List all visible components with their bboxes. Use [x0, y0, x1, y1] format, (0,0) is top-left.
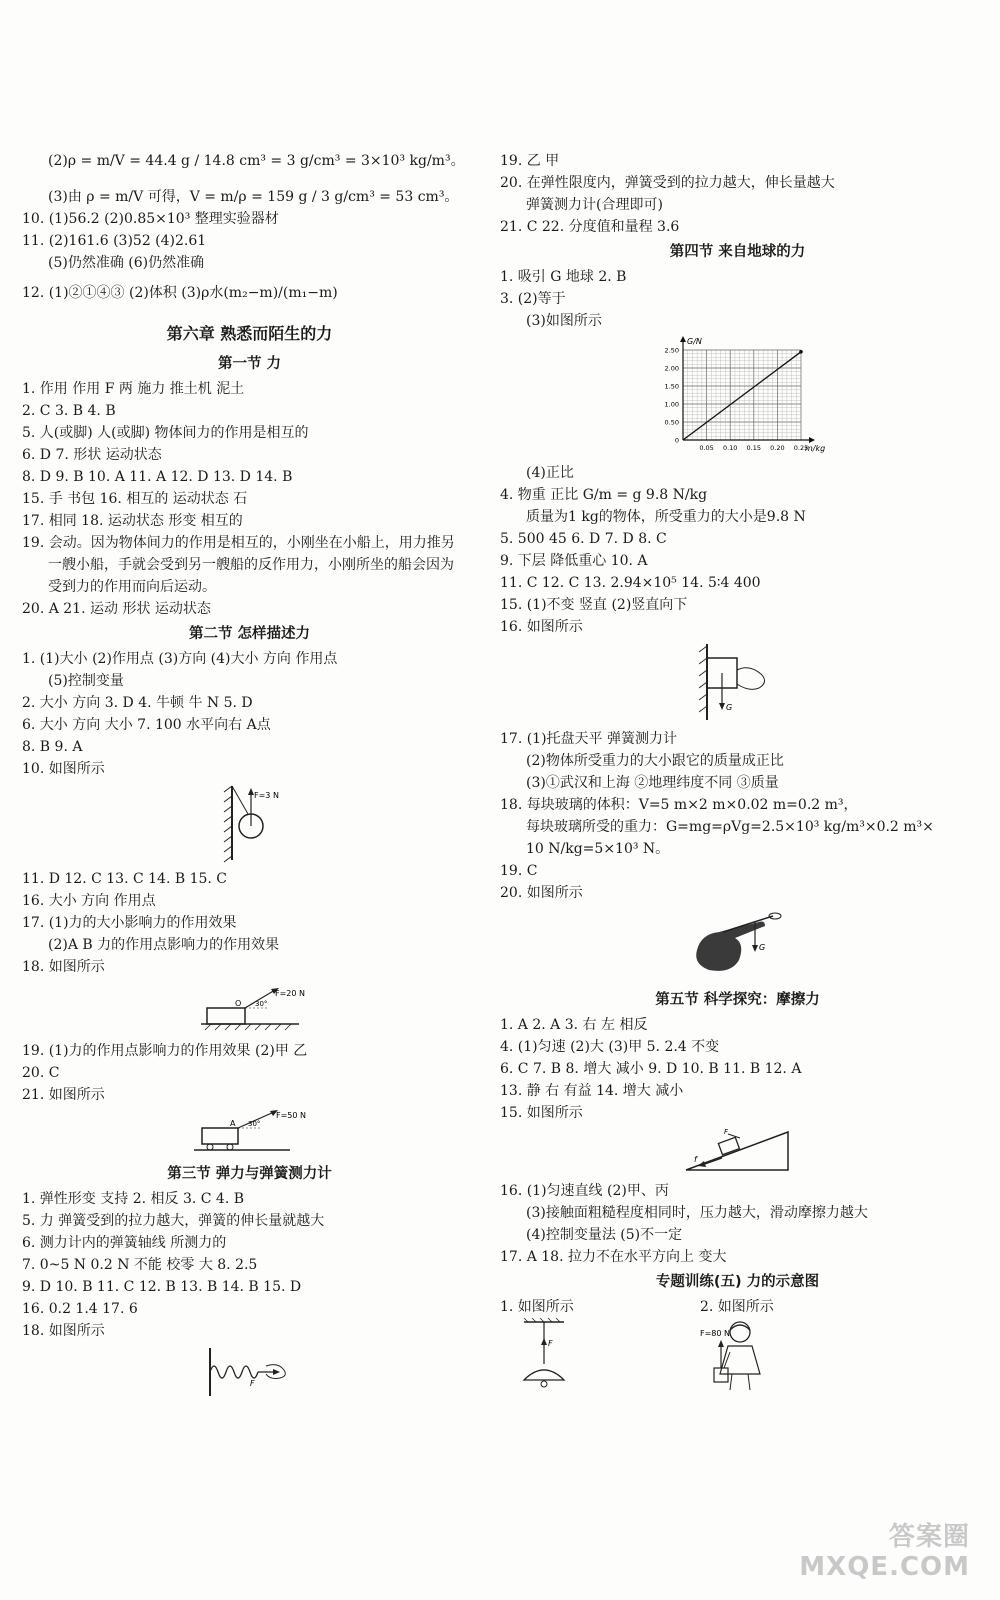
chart-series: [683, 350, 803, 440]
answer-line: 20. C: [22, 1065, 60, 1081]
answer-line: 11. D 12. C 13. C 14. B 15. C: [22, 871, 228, 887]
answer-line: 质量为1 kg的物体，所受重力的大小是9.8 N: [526, 509, 806, 525]
y-tick-label: 0: [674, 436, 679, 445]
force-label: F: [548, 1339, 553, 1348]
block-force-figure: [195, 980, 305, 1036]
chapter-title: 第六章 熟悉而陌生的力: [166, 324, 333, 343]
answer-line: 10. (1)56.2 (2)0.85×10³ 整理实验器材: [22, 211, 279, 227]
block-on-wall-figure: [693, 640, 783, 724]
friction-label: f: [693, 1155, 697, 1164]
data-point: [799, 350, 803, 354]
force-label: F=20 N: [274, 989, 305, 998]
angle-label: 30°: [247, 1120, 260, 1128]
density-line-2: (2)ρ = m/V = 44.4 g / 14.8 cm³ = 3 g/cm³ = 3×10³ kg/m³。: [48, 153, 465, 169]
answer-line: 4. 物重 正比 G/m = g 9.8 N/kg: [500, 487, 708, 503]
left-column: [22, 150, 477, 1404]
answer-line: 20. A 21. 运动 形状 运动状态: [22, 601, 211, 617]
chart-y-label: G/N: [686, 337, 702, 346]
answer-line: 9. D 10. B 11. C 12. B 13. B 14. B 15. D: [22, 1279, 302, 1295]
answer-line: 16. 大小 方向 作用点: [22, 893, 156, 909]
answer-line: 1. 作用 作用 F 两 施力 推土机 泥土: [22, 381, 245, 397]
answer-line: 20. 如图所示: [500, 885, 583, 901]
answer-line: 1. 如图所示: [500, 1299, 574, 1315]
cart-force-figure: [190, 1108, 310, 1156]
point-label: O: [234, 999, 241, 1008]
answer-line: (2)A B 力的作用点影响力的作用效果: [48, 937, 280, 953]
answer-line: 受到力的作用而向后运动。: [48, 579, 216, 595]
x-tick-label: 0.20: [769, 444, 785, 452]
answer-line: 8. D 9. B 10. A 11. A 12. D 13. D 14. B: [22, 469, 293, 485]
answer-line: 16. 如图所示: [500, 619, 583, 635]
answer-line: 5. 力 弹簧受到的拉力越大，弹簧的伸长量就越大: [22, 1213, 325, 1229]
point-label: A: [229, 1119, 235, 1128]
answer-line: 17. (1)力的大小影响力的作用效果: [22, 915, 237, 931]
answer-line: 5. 500 45 6. D 7. D 8. C: [500, 531, 667, 547]
angle-label: 30°: [254, 1000, 267, 1008]
answer-line: 弹簧测力计(合理即可): [526, 197, 663, 213]
answer-line: 19. C: [500, 863, 538, 879]
answer-line: 5. 人(或脚) 人(或脚) 物体间力的作用是相互的: [22, 425, 309, 441]
answer-line: 10 N/kg=5×10³ N。: [526, 841, 670, 857]
answer-line: 1. A 2. A 3. 右 左 相反: [500, 1017, 648, 1033]
answer-line: (4)控制变量法 (5)不一定: [526, 1227, 683, 1243]
section-title-4: 第四节 来自地球的力: [669, 244, 806, 260]
answer-line: (4)正比: [526, 465, 574, 481]
answer-line: 10. 如图所示: [22, 761, 105, 777]
density-solution: [22, 150, 477, 208]
section-1-answers: [22, 378, 477, 620]
answer-line: 3. (2)等于: [500, 291, 566, 307]
answer-line: 6. C 7. B 8. 增大 减小 9. D 10. B 11. B 12. A: [500, 1061, 802, 1077]
gravity-mass-chart: [643, 334, 833, 458]
x-tick-label: 0.15: [746, 444, 761, 452]
answer-line: 15. 如图所示: [500, 1105, 583, 1121]
answer-line: (2)物体所受重力的大小跟它的质量成正比: [526, 753, 784, 769]
y-tick-label: 1.50: [664, 382, 679, 391]
answer-line: 6. 大小 方向 大小 7. 100 水平向右 A点: [22, 717, 271, 733]
y-tick-label: 2.50: [664, 346, 679, 355]
answer-line: 1. 吸引 G 地球 2. B: [500, 269, 627, 285]
force-label: F=80 N: [700, 1329, 731, 1338]
push-label: F: [723, 1128, 728, 1136]
answer-line: (3)接触面粗糙程度相同时，压力越大，滑动摩擦力越大: [526, 1205, 868, 1221]
answer-line: 21. 如图所示: [22, 1087, 105, 1103]
answer-line: 18. 每块玻璃的体积：V=5 m×2 m×0.02 m=0.2 m³，: [500, 797, 858, 813]
answer-line: (3)如图所示: [526, 313, 602, 329]
y-tick-label: 2.00: [664, 364, 679, 373]
answer-line: 6. D 7. 形状 运动状态: [22, 447, 162, 463]
answer-line: 2. C 3. B 4. B: [22, 403, 116, 419]
x-tick-label: 0.05: [698, 444, 714, 452]
answer-line: 2. 大小 方向 3. D 4. 牛顿 牛 N 5. D: [22, 695, 253, 711]
answer-line: 一艘小船，手就会受到另一艘船的反作用力，小刚所坐的船会因为: [48, 557, 454, 573]
series-line: [683, 352, 801, 440]
answer-line: 17. (1)托盘天平 弹簧测力计: [500, 731, 677, 747]
answer-line: 11. (2)161.6 (3)52 (4)2.61: [22, 233, 207, 249]
answer-line: 11. C 12. C 13. 2.94×10⁵ 14. 5∶4 400: [500, 575, 761, 591]
answer-line: 2. 如图所示: [700, 1299, 774, 1315]
section-title-2: 第二节 怎样描述力: [188, 626, 311, 642]
section-title-3: 第三节 弹力与弹簧测力计: [167, 1166, 332, 1182]
answer-line: (3)①武汉和上海 ②地理纬度不同 ③质量: [526, 775, 779, 791]
answer-line: 1. (1)大小 (2)作用点 (3)方向 (4)大小 方向 作用点: [22, 651, 338, 667]
answer-line: 13. 静 右 有益 14. 增大 减小: [500, 1083, 684, 1099]
answer-line: (5)控制变量: [48, 673, 124, 689]
chart-x-label: m/kg: [804, 444, 825, 453]
hand-spoon-figure: [683, 906, 793, 982]
answer-line: 18. 如图所示: [22, 1323, 105, 1339]
watermark: [799, 1522, 970, 1582]
answer-line: 15. 手 书包 16. 相互的 运动状态 石: [22, 491, 248, 507]
answer-line: 9. 下层 降低重心 10. A: [500, 553, 648, 569]
y-tick-label: 0.50: [664, 418, 679, 427]
answer-line: 1. 弹性形变 支持 2. 相反 3. C 4. B: [22, 1191, 245, 1207]
answer-line: 7. 0~5 N 0.2 N 不能 校零 大 8. 2.5: [22, 1257, 258, 1273]
spring-pull-figure: [200, 1344, 300, 1400]
hanging-lamp-figure: [510, 1318, 580, 1394]
y-tick-label: 1.00: [664, 400, 679, 409]
section-title-1: 第一节 力: [217, 356, 282, 372]
answer-line: 17. 相同 18. 运动状态 形变 相互的: [22, 513, 243, 529]
x-tick-label: 0.10: [722, 444, 737, 452]
force-label: F=3 N: [253, 791, 279, 800]
answer-line: 18. 如图所示: [22, 959, 105, 975]
incline-block-figure: [678, 1126, 798, 1176]
watermark-logo-text: 答案圈: [888, 1522, 970, 1552]
answer-line: (5)仍然准确 (6)仍然准确: [48, 255, 205, 271]
answer-line: 8. B 9. A: [22, 739, 83, 755]
right-column: [500, 150, 975, 1396]
watermark-url: MXQE.COM: [799, 1552, 970, 1582]
density-line-3: (3)由 ρ = m/V 可得，V = m/ρ = 159 g / 3 g/cm³ = 53 cm³。: [48, 189, 459, 205]
answer-line: 17. A 18. 拉力不在水平方向上 变大: [500, 1249, 727, 1265]
girl-bucket-figure: [700, 1318, 790, 1394]
special-training-title: 专题训练(五) 力的示意图: [655, 1274, 820, 1290]
answer-line: 20. 在弹性限度内，弹簧受到的拉力越大，伸长量越大: [500, 175, 835, 191]
answer-line: 16. 0.2 1.4 17. 6: [22, 1301, 138, 1317]
answer-line: 19. 会动。因为物体间力的作用是相互的，小刚坐在小船上，用力推另: [22, 535, 455, 551]
answer-line: 16. (1)匀速直线 (2)甲、丙: [500, 1183, 669, 1199]
hanging-ball-figure: [220, 782, 280, 864]
special-training-figures: [500, 1296, 975, 1396]
section-title-5: 第五节 科学探究：摩擦力: [655, 992, 820, 1008]
answer-line: 19. (1)力的作用点影响力的作用效果 (2)甲 乙: [22, 1043, 308, 1059]
x-axis-arrow: [809, 437, 815, 443]
answer-line: 19. 乙 甲: [500, 153, 560, 169]
force-label: F: [249, 1379, 255, 1388]
answer-line: 21. C 22. 分度值和量程 3.6: [500, 219, 680, 235]
answer-line: 4. (1)匀速 (2)大 (3)甲 5. 2.4 不变: [500, 1039, 720, 1055]
y-axis-arrow: [680, 336, 686, 342]
answer-line: 12. (1)②①④③ (2)体积 (3)ρ水(m₂−m)/(m₁−m): [22, 285, 338, 301]
answer-line: 6. 测力计内的弹簧轴线 所测力的: [22, 1235, 227, 1251]
answer-line: 15. (1)不变 竖直 (2)竖直向下: [500, 597, 688, 613]
force-label: F=50 N: [275, 1111, 306, 1120]
x-tick-label: 0.25: [793, 444, 808, 452]
gravity-label: G: [725, 703, 732, 712]
gravity-label: G: [758, 943, 765, 952]
answer-line: 每块玻璃所受的重力：G=mg=ρVg=2.5×10³ kg/m³×0.2 m³×: [526, 819, 934, 835]
